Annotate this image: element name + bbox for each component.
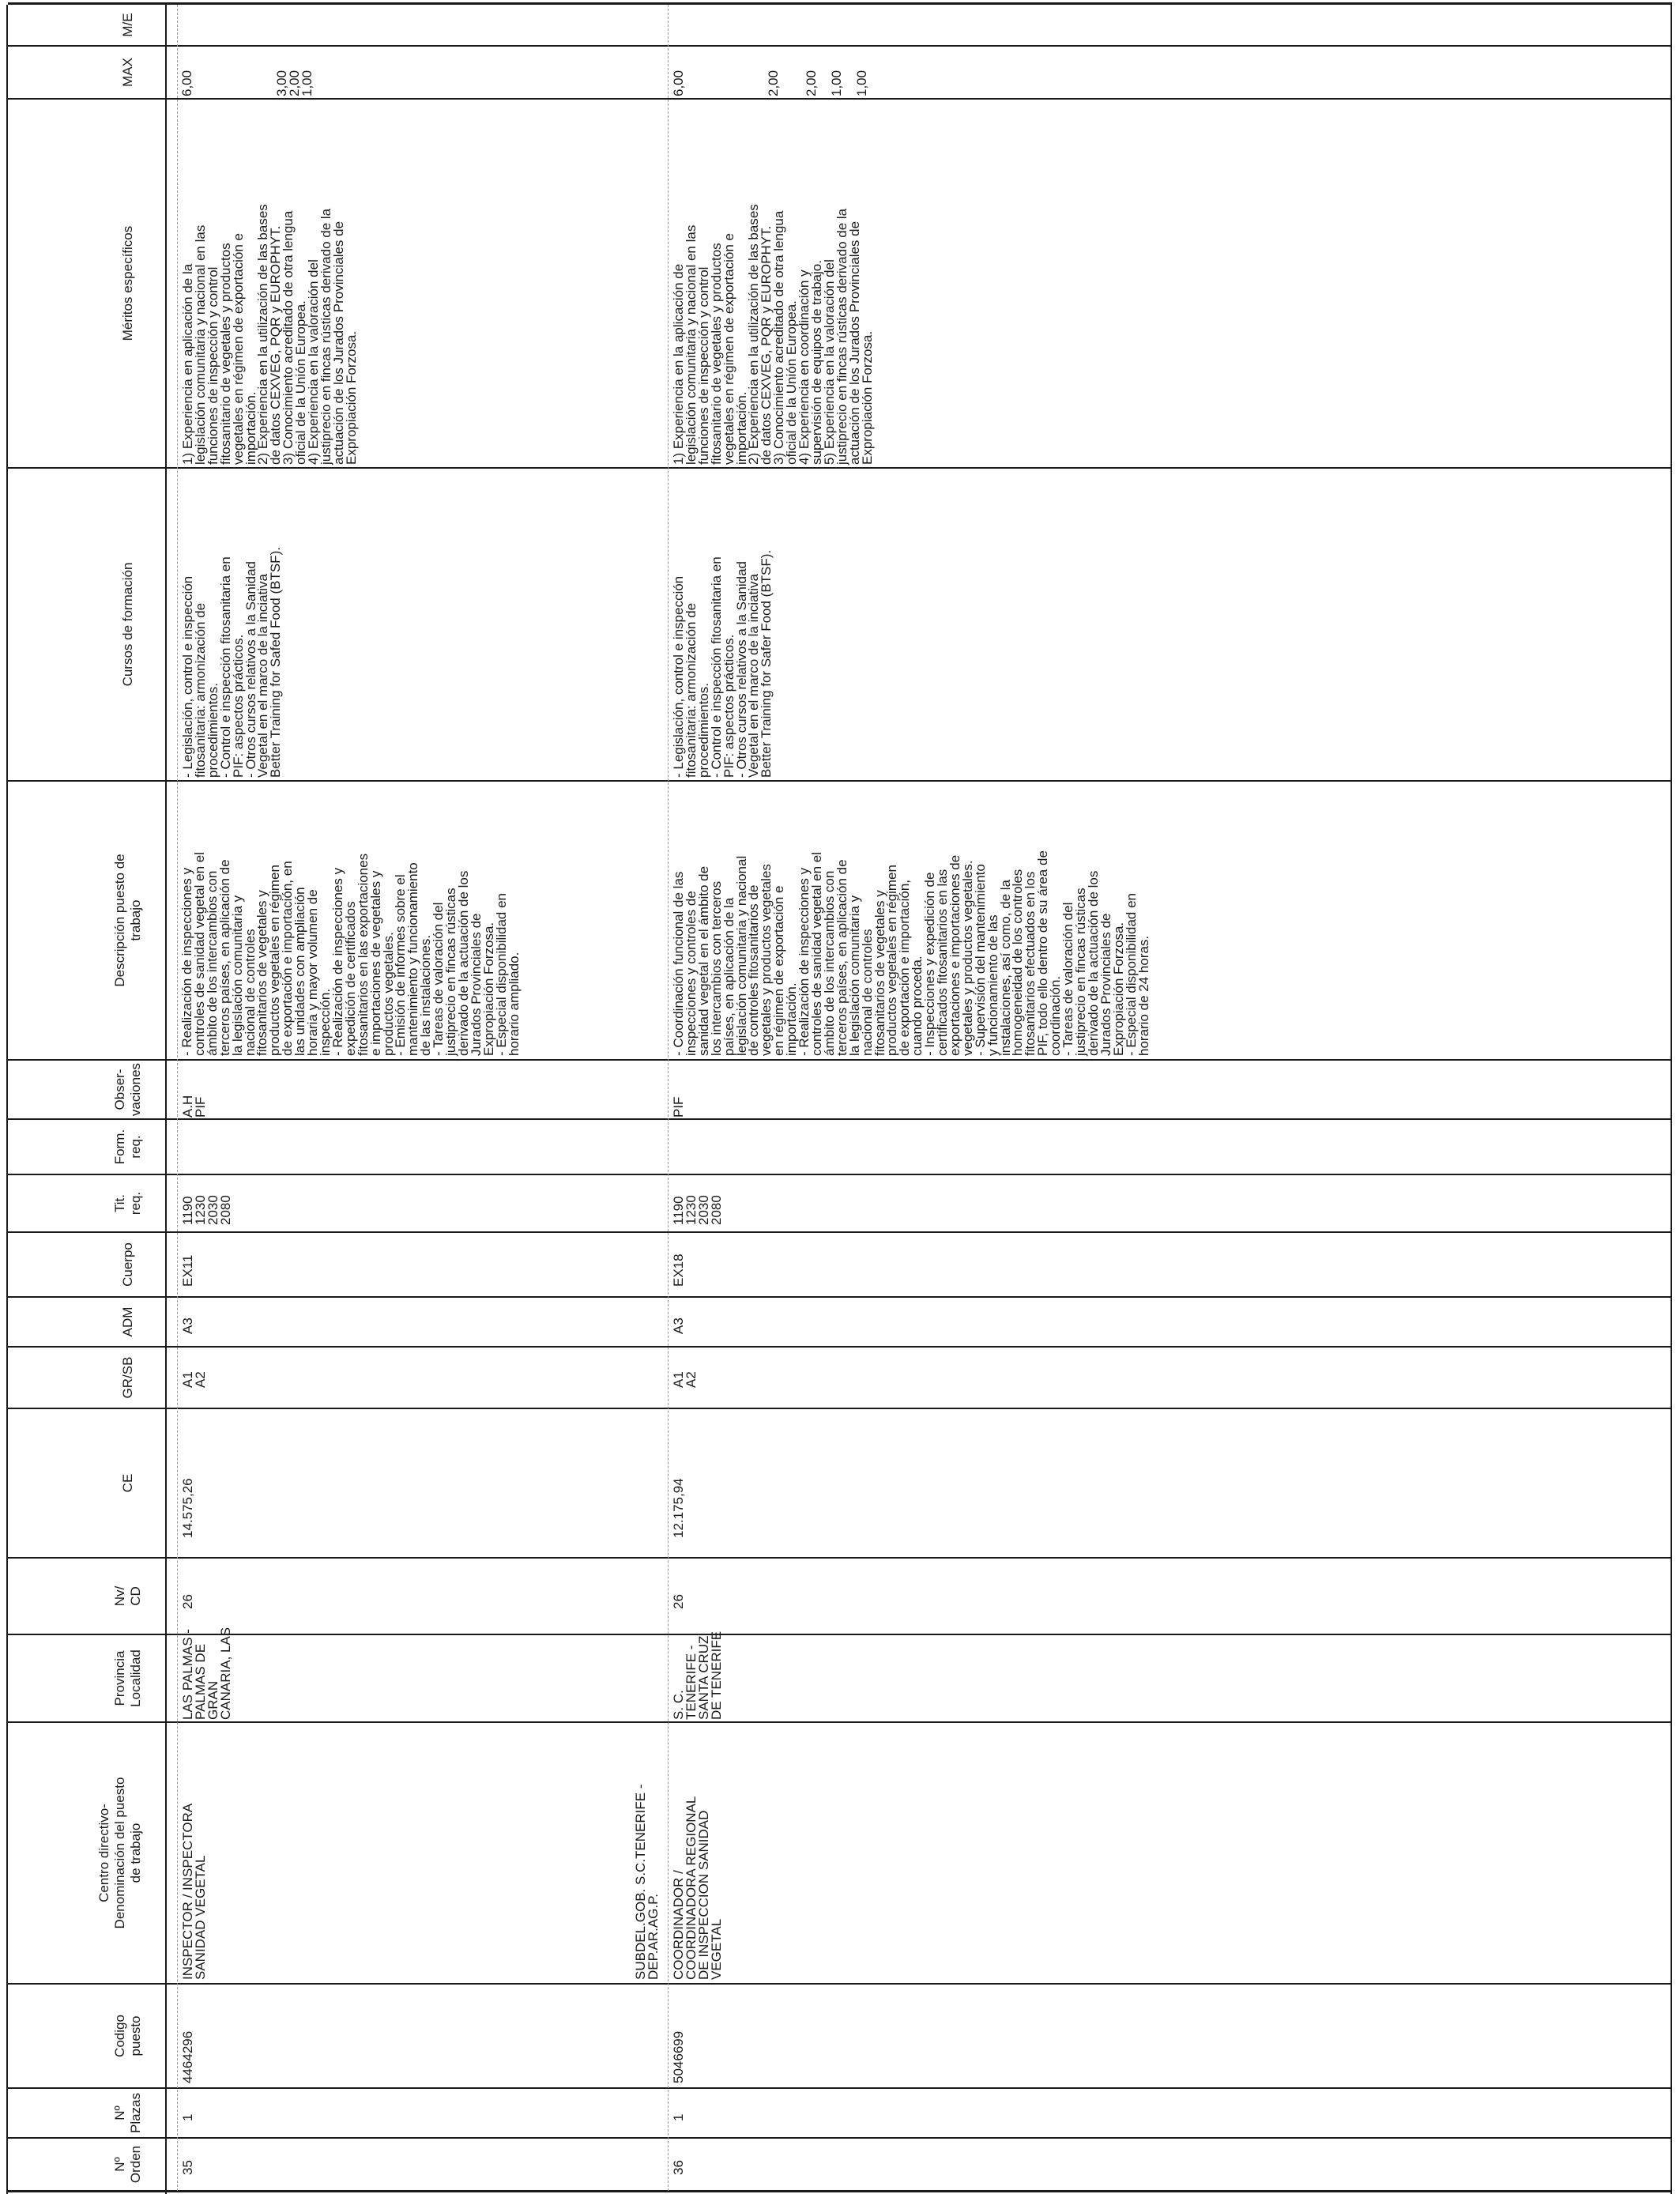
row-max-item: 1,00 [299,70,315,96]
row-max-item: 1,00 [829,70,844,96]
row-codigo: 4464296 [180,2030,195,2083]
row-max: 6,00 [179,70,194,96]
col-line [8,1346,1672,1348]
header-ce: CE [120,1473,135,1493]
row-cursos: - Legislación, control e inspección fitosanitaria: armonización de procedimientos. - Control e inspección fitosanitaria en PIF: aspectos prácticos. - Otros cursos relativos a la Sanidad Vegetal en el marco de la inciativa Better Training for Safer Food (BTSF). [671,549,774,778]
row-titulacion: 1190 1230 2030 2080 [671,1195,724,1225]
col-line [8,1296,1672,1298]
header-titulacion: Tit. req. [112,1191,143,1216]
row-max-item: 1,00 [854,70,869,96]
header-cursos: Cursos de formación [120,562,135,687]
header-me: M/E [120,13,135,37]
row-orden: 36 [671,2160,686,2175]
header-nivel: Nv/ CD [112,1585,143,1607]
row-grupo: A1 A2 [180,1371,208,1388]
row-adm: A3 [671,1318,686,1334]
row-descripcion: - Coordinación funcional de las inspecciones y controles de sanidad vegetal en el ámbito de los intercambios con terceros países, en aplicación de la legislación comunitaria y nacional de controles fitosanitarios de vegetales y productos vegetales en régimen de exportación e importación. - Realización de inspecciones y controles de sanidad vegetal en el ámbito de los intercambios con terceros países, en aplicación de la legislación comunitaria y nacional de controles fitosanitarios de vegetales y productos vegetales en régimen de exportación e importación, cuando proceda. - Inspecciones y expedición de certificados fitosanitarios en las exportaciones e importaciones de vegetales y productos vegetales. - Supervisión del mantenimiento y funcionamiento de las instalaciones, así como, de la homogeneidad de los controles fitosanitarios efectuados en los PIF, todo ello dentro de su área de coordinación. - Tareas de valoración del justiprecio en fincas rústicas derivado de la actuación de los Jurados Provinciales de Expropiación Forzosa. - Especial disponibilidad en horario de 24 horas. [671,850,1151,1056]
col-line [8,2087,1672,2089]
frame-bottom [1671,5,1672,2194]
row-cursos: - Legislación, control e inspección fitosanitaria: armonización de procedimientos. - Control e inspección fitosanitaria en PIF: aspectos prácticos. - Otros cursos relativos a la Sanidad Vegetal en el marco de la inciativa Better Training for Safed Food (BTSF). [180,547,284,778]
row-max-item: 2,00 [804,70,819,96]
row-observaciones: PIF [671,1096,686,1118]
col-line [8,45,1672,47]
header-adm: ADM [120,1306,135,1337]
row-provincia: LAS PALMAS - PALMAS DE GRAN CANARIA, LAS [180,1627,233,1720]
header-descripcion: Descripción puesto de trabajo [112,854,143,987]
col-line [8,1174,1672,1175]
row-separator [668,5,669,2191]
header-formacion: Form. req. [112,1129,143,1165]
col-line [8,1721,1672,1723]
row-orden: 35 [180,2160,195,2175]
col-line [8,2,1672,5]
row-cuerpo: EX18 [671,1253,686,1287]
col-line [8,1118,1672,1120]
row-max: 6,00 [671,70,686,96]
header-cuerpo: Cuerpo [120,1242,135,1287]
col-line [8,98,1672,100]
header-grupo: GR/SB [120,1356,135,1399]
row-max-item: 2,00 [766,70,781,96]
row-nivel: 26 [671,1594,686,1609]
col-line [8,1059,1672,1061]
row-max-item: 3,00 [274,70,289,96]
row-ce: 12.175,94 [671,1478,686,1538]
row-centro: INSPECTOR / INSPECTORA SANIDAD VEGETAL [180,1803,208,1980]
col-line [8,2137,1672,2139]
header-meritos: Méritos específicos [120,225,135,341]
frame-top [6,5,8,2194]
header-separator [165,5,167,2194]
row-ce: 14.575,26 [180,1478,195,1538]
col-line [8,1408,1672,1409]
col-line [8,2190,1672,2192]
header-observaciones: Obser- vaciones [112,1062,143,1117]
row-centro: COORDINADOR / COORDINADORA REGIONAL DE INSPECCION SANIDAD VEGETAL [671,1796,724,1980]
row-grupo: A1 A2 [671,1371,699,1388]
header-orden: Nº Orden [112,2145,143,2184]
row-adm: A3 [180,1318,195,1334]
row-titulacion: 1190 1230 2030 2080 [180,1195,233,1225]
col-line [8,1231,1672,1233]
header-plazas: Nº Plazas [112,2092,143,2134]
row-nivel: 26 [180,1594,195,1609]
row-descripcion: - Realización de inspecciones y controles de sanidad vegetal en el ámbito de los intercambios con terceros países, en aplicación de la legislación comunitaria y nacional de controles fitosanitarios de vegetales y productos vegetales en régimen de exportación e importación, en las unidades con ampliación horaria y mayor volumen de inspección. - Realización de inspecciones y expedición de certificados fitosanitarios en las exportaciones e importaciones de vegetales y productos vegetales. - Emisión de informes sobre el mantenimiento y funcionamiento de las instalaciones. - Tareas de valoración del justiprecio en fincas rústicas derivado de la actuación de los Jurados Provinciales de Expropiación Forzosa. - Especial disponibilidad en horario ampliado. [179,851,522,1056]
header-centro: Centro directivo- Denominación del puesto de trabajo [96,1777,143,1929]
row-codigo: 5046699 [671,2030,686,2083]
row-observaciones: A.H PIF [180,1095,208,1118]
header-max: MAX [120,58,135,87]
header-provincia: Provincia Localidad [112,1649,143,1707]
row-meritos: 1) Experiencia en la aplicación de legislación comunitaria y nacional en las funciones de inspección y control fitosanitario de vegetales y productos vegetales en régimen de exportación e importación. 2) Experiencia en la utilización de las bases de datos CEXVEG, PQR y EUROPHYT. 3) Conocimiento acreditado de otra lengua oficial de la Unión Europea. 4) Experiencia en coordinación y supervisión de equipos de trabajo. 5) Experiencia en la valoración del justiprecio en fincas rústicas derivado de la actuación de los Jurados Provinciales de Expropiación Forzosa. [671,204,875,465]
col-line [8,1634,1672,1635]
row-provincia: S. C. TENERIFE - SANTA CRUZ DE TENERIFE [671,1630,724,1720]
col-line [8,780,1672,782]
row-max-item: 2,00 [287,70,302,96]
col-line [8,1557,1672,1559]
col-line [8,467,1672,469]
row-cuerpo: EX11 [180,1254,195,1287]
row-plazas: 1 [671,2113,686,2121]
row-plazas: 1 [180,2113,195,2121]
header-codigo: Codigo puesto [112,2015,143,2057]
row-centro-header: SUBDEL.GOB. S.C.TENERIFE - DEP.AR.AG.P. [633,1784,661,1980]
row-meritos: 1) Experiencia en aplicación de la legislación comunitaria y nacional en las funciones de inspección y control fitosanitario de vegetales y productos vegetales en régimen de exportación e importación. 2) Experiencia en la utilización de las bases de datos CEXVEG, PQR y EUROPHYT. 3) Conocimiento acreditado de otra lengua oficial de la Unión Europea. 4) Experiencia en la valoración del justiprecio en fincas rústicas derivado de la actuación de los Jurados Provinciales de Expropiación Forzosa. [180,204,359,465]
row-separator [177,5,178,2191]
col-line [8,1983,1672,1985]
